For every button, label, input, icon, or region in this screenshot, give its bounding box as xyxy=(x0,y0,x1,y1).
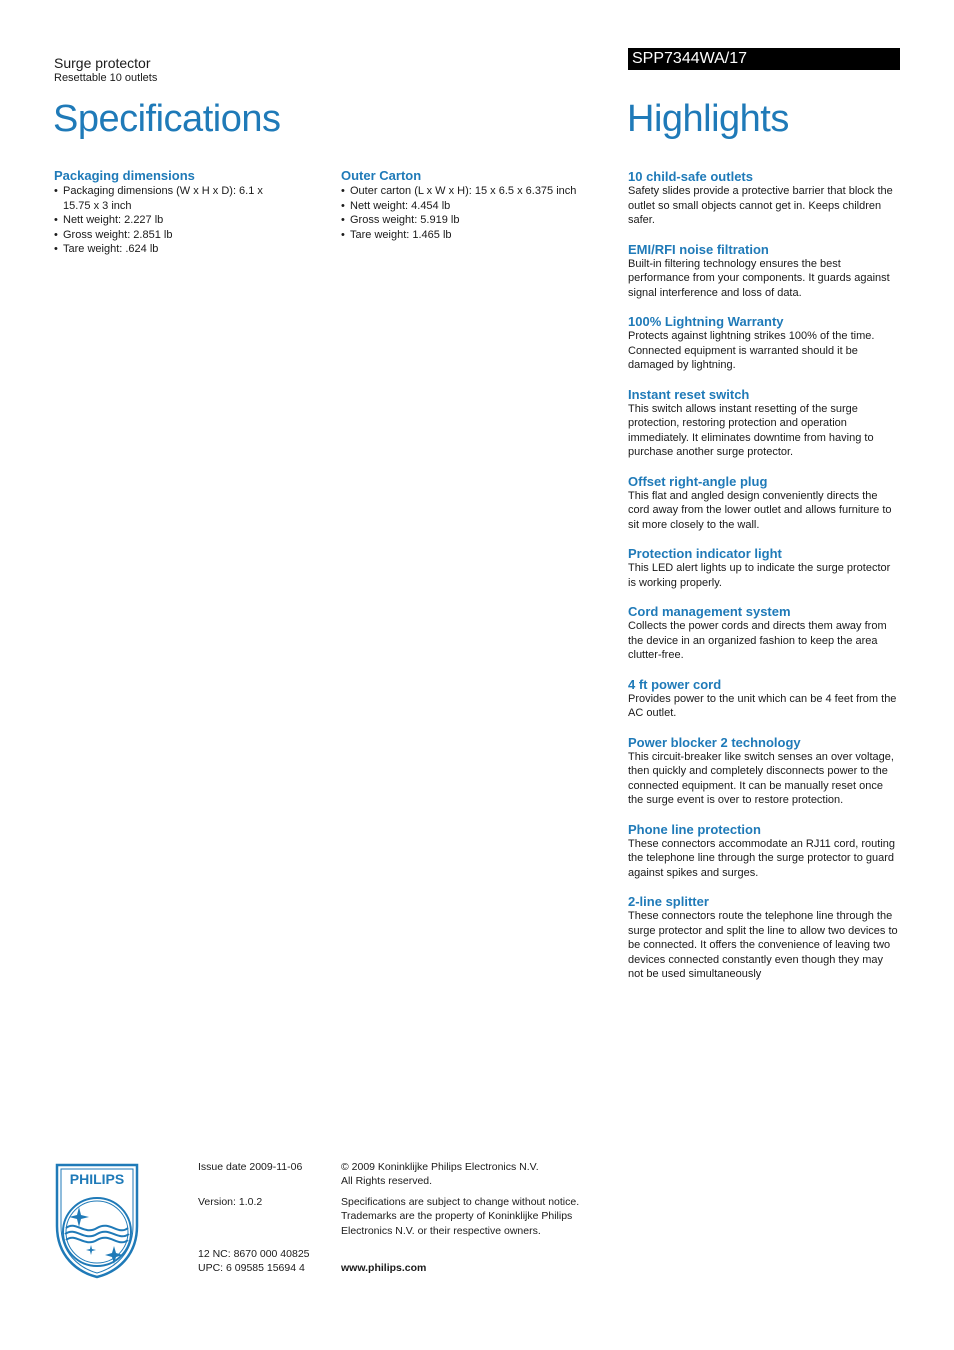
highlight-heading: 10 child-safe outlets xyxy=(628,169,753,184)
specifications-title: Specifications xyxy=(53,98,281,140)
highlight-description: This flat and angled design conveniently directs the cord away from the lower outlet and allows furniture to sit more closely to the wall. xyxy=(628,489,892,531)
highlight-description: This switch allows instant resetting of the surge protection, restoring protection and operation immediately. It eliminates downtime from having to purchase another surge protector. xyxy=(628,402,874,458)
highlight-description: Built-in filtering technology ensures the best performance from your components. It guards against signal interference and loss of data. xyxy=(628,257,890,299)
highlights-title: Highlights xyxy=(627,98,789,140)
highlight-item xyxy=(628,546,900,590)
list-item: • Tare weight: 1.465 lb xyxy=(341,228,611,243)
website-link[interactable]: www.philips.com xyxy=(341,1262,427,1274)
highlight-description: These connectors route the telephone line through the surge protector and split the line to allow two devices to be connected. It offers the convenience of leaving two devices connected constantly even though they may not be used simultaneously xyxy=(628,910,898,980)
highlight-heading: Phone line protection xyxy=(628,821,761,837)
notice-line-3: Electronics N.V. or their respective owners. xyxy=(341,1225,541,1237)
highlight-item xyxy=(628,604,900,663)
list-item: • Nett weight: 2.227 lb xyxy=(54,213,324,228)
issue-date: Issue date 2009-11-06 xyxy=(198,1161,303,1173)
highlight-heading: Power blocker 2 technology xyxy=(628,734,801,750)
highlight-description: This LED alert lights up to indicate the surge protector is working properly. xyxy=(628,562,891,589)
highlight-heading: Offset right-angle plug xyxy=(628,473,768,489)
packaging-dimensions-section xyxy=(54,168,324,257)
highlight-item xyxy=(628,242,900,301)
product-subtitle: Resettable 10 outlets xyxy=(54,72,158,84)
highlight-description: This circuit-breaker like switch senses an over voltage, then quickly and completely disconnects power to the connected equipment. It can be manually reset once the surge event is over to restore protection. xyxy=(628,750,894,806)
notice-line-1: Specifications are subject to change without notice. xyxy=(341,1196,580,1208)
highlight-heading: 2-line splitter xyxy=(628,894,709,909)
copyright-line-2: All Rights reserved. xyxy=(341,1175,433,1187)
highlight-item xyxy=(628,387,900,460)
list-item: • Nett weight: 4.454 lb xyxy=(341,199,611,214)
list-item: • Tare weight: .624 lb xyxy=(54,242,324,257)
highlight-description: These connectors accommodate an RJ11 cord, routing the telephone line through the surge protector to guard against spikes and surges. xyxy=(628,837,895,879)
list-item: • Packaging dimensions (W x H x D): 6.1 x 15.75 x 3 inch xyxy=(54,184,263,213)
nc-number: 12 NC: 8670 000 40825 xyxy=(198,1248,310,1260)
philips-shield-logo xyxy=(54,1162,140,1280)
highlight-heading: Protection indicator light xyxy=(628,546,782,561)
highlight-description: Protects against lightning strikes 100% of the time. Connected equipment is warranted should it be damaged by lightning. xyxy=(628,330,875,371)
list-item: • Gross weight: 5.919 lb xyxy=(341,213,611,228)
highlight-heading: Cord management system xyxy=(628,604,791,619)
highlight-description: Collects the power cords and directs them away from the device in an organized fashion to keep the area clutter-free. xyxy=(628,620,887,661)
highlight-item xyxy=(628,735,900,808)
outer-carton-list xyxy=(341,184,611,242)
highlight-item xyxy=(628,677,900,721)
outer-carton-section xyxy=(341,168,611,242)
upc-number: UPC: 6 09585 15694 4 xyxy=(198,1262,305,1274)
highlight-item xyxy=(628,894,900,982)
highlight-description: Safety slides provide a protective barrier that block the outlet so small objects cannot get in. Keeps children safer. xyxy=(628,185,893,226)
list-item: • Gross weight: 2.851 lb xyxy=(54,228,324,243)
version: Version: 1.0.2 xyxy=(198,1196,263,1208)
product-name: Surge protector xyxy=(54,55,151,71)
highlight-description: Provides power to the unit which can be 4 feet from the AC outlet. xyxy=(628,692,897,719)
highlight-heading: 100% Lightning Warranty xyxy=(628,314,784,329)
model-number-bar: SPP7344WA/17 xyxy=(628,48,900,70)
notice-line-2: Trademarks are the property of Koninklijke Philips xyxy=(341,1210,573,1222)
highlights-list xyxy=(628,169,900,996)
highlight-heading: 4 ft power cord xyxy=(628,676,722,692)
highlight-heading: EMI/RFI noise filtration xyxy=(628,241,769,257)
packaging-dimensions-heading: Packaging dimensions xyxy=(54,168,195,183)
philips-shield-icon xyxy=(54,1162,140,1280)
highlight-heading: Instant reset switch xyxy=(628,386,750,402)
highlight-item xyxy=(628,822,900,881)
highlight-item xyxy=(628,169,900,228)
logo-wordmark: PHILIPS xyxy=(69,1171,125,1187)
copyright-line-1: © 2009 Koninklijke Philips Electronics N.V. xyxy=(341,1161,539,1173)
outer-carton-heading: Outer Carton xyxy=(341,168,422,183)
packaging-dimensions-list xyxy=(54,184,324,257)
list-item: • Outer carton (L x W x H): 15 x 6.5 x 6.375 inch xyxy=(341,184,611,199)
highlight-item xyxy=(628,474,900,533)
highlight-item xyxy=(628,314,900,373)
